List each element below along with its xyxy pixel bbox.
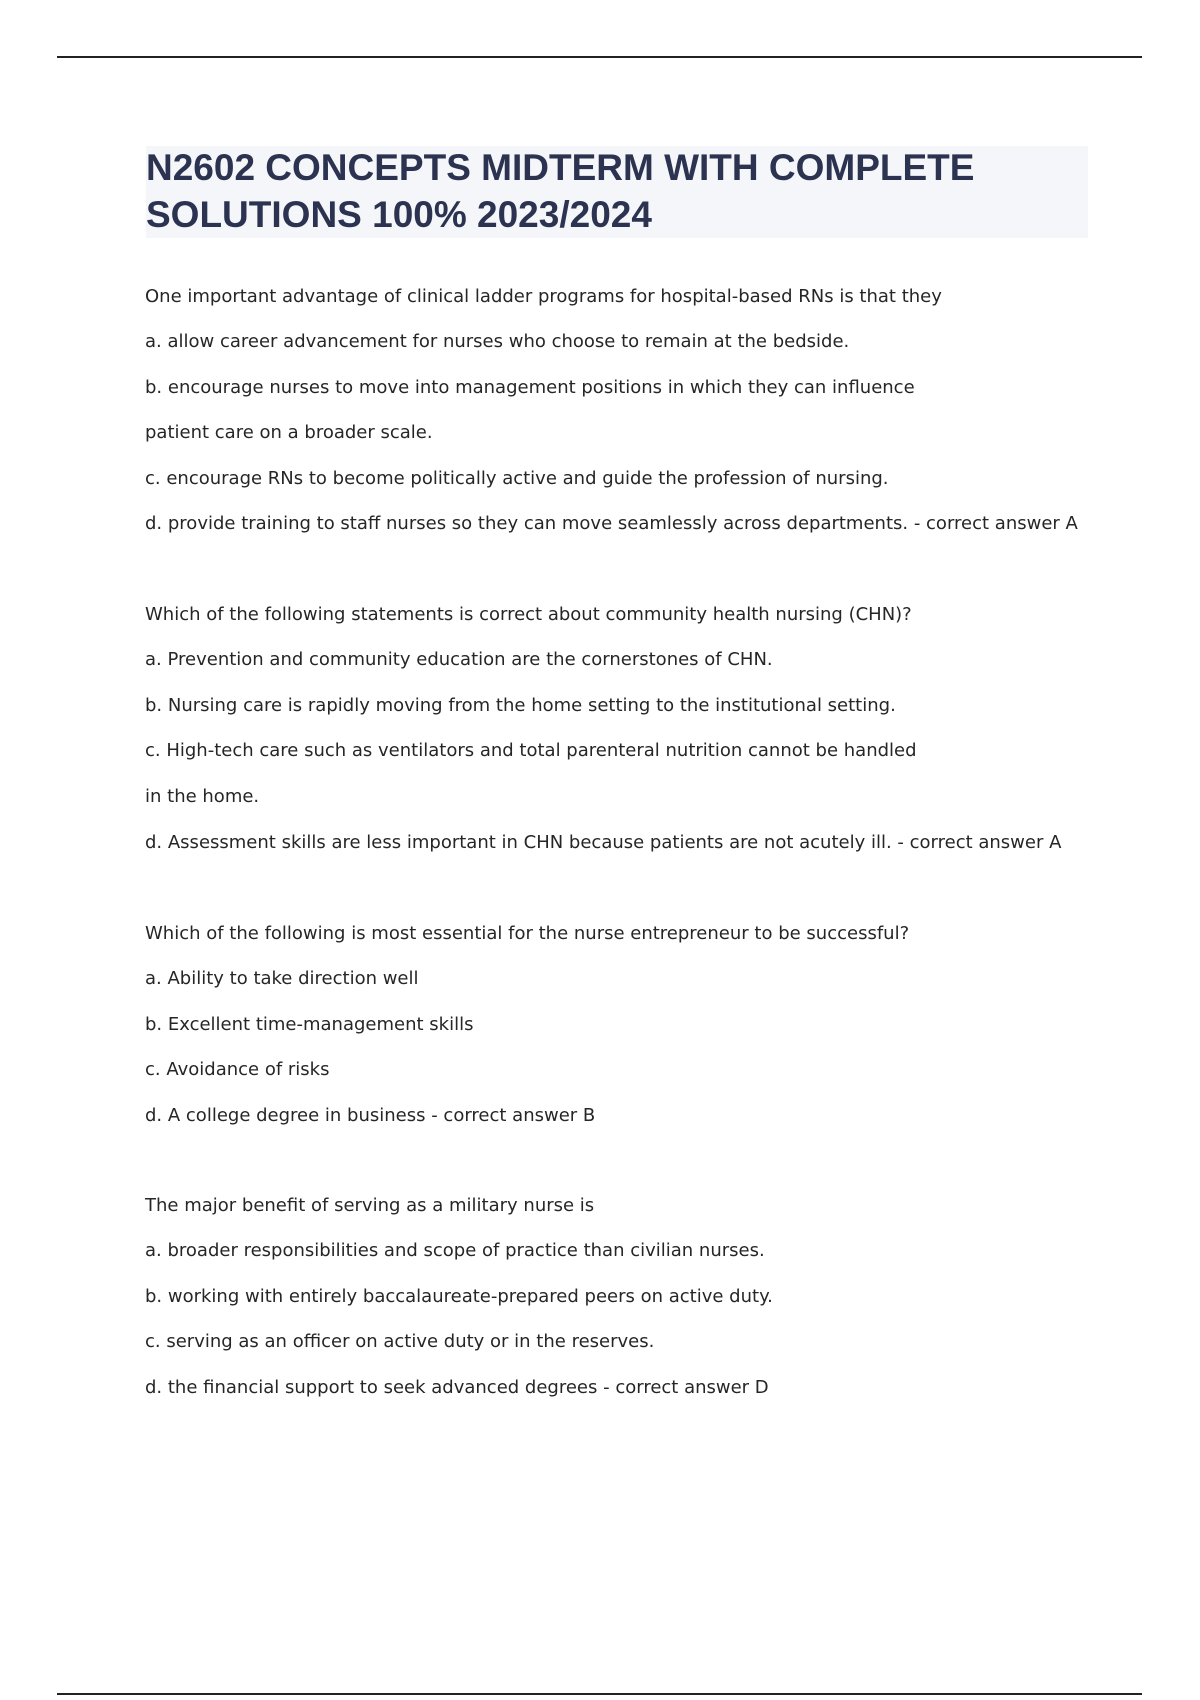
bottom-rule — [57, 1693, 1142, 1695]
question-2-option-c-cont: in the home. — [145, 786, 260, 807]
question-1-option-b-cont: patient care on a broader scale. — [145, 422, 433, 443]
question-3-stem: Which of the following is most essential for the nurse entrepreneur to be successful? — [145, 923, 910, 944]
document-title-line-1: N2602 CONCEPTS MIDTERM WITH COMPLETE — [146, 147, 975, 188]
question-1-stem: One important advantage of clinical ladder programs for hospital-based RNs is that they — [145, 286, 942, 307]
question-1-option-a: a. allow career advancement for nurses who choose to remain at the bedside. — [145, 331, 850, 352]
question-3-option-a: a. Ability to take direction well — [145, 968, 419, 989]
question-1-option-c: c. encourage RNs to become politically active and guide the profession of nursing. — [145, 468, 889, 489]
question-1-option-b: b. encourage nurses to move into management positions in which they can influence — [145, 377, 915, 398]
question-2-option-c: c. High-tech care such as ventilators and total parenteral nutrition cannot be handled — [145, 740, 917, 761]
question-4-option-a: a. broader responsibilities and scope of practice than civilian nurses. — [145, 1240, 765, 1261]
question-3-option-b: b. Excellent time-management skills — [145, 1014, 474, 1035]
question-2-option-d: d. Assessment skills are less important in CHN because patients are not acutely ill. - correct answer A — [145, 832, 1062, 853]
question-1-option-d: d. provide training to staff nurses so they can move seamlessly across departments. - correct answer A — [145, 513, 1078, 534]
question-3-option-c: c. Avoidance of risks — [145, 1059, 330, 1080]
question-4-stem: The major benefit of serving as a military nurse is — [145, 1195, 595, 1216]
question-3-option-d: d. A college degree in business - correct answer B — [145, 1105, 596, 1126]
question-4-option-b: b. working with entirely baccalaureate-prepared peers on active duty. — [145, 1286, 773, 1307]
question-4-option-d: d. the financial support to seek advanced degrees - correct answer D — [145, 1377, 769, 1398]
question-2-option-a: a. Prevention and community education are the cornerstones of CHN. — [145, 649, 773, 670]
document-title-line-2: SOLUTIONS 100% 2023/2024 — [146, 194, 652, 235]
question-4-option-c: c. serving as an officer on active duty or in the reserves. — [145, 1331, 655, 1352]
question-2-option-b: b. Nursing care is rapidly moving from the home setting to the institutional setting. — [145, 695, 896, 716]
top-rule — [57, 56, 1142, 58]
question-2-stem: Which of the following statements is correct about community health nursing (CHN)? — [145, 604, 912, 625]
